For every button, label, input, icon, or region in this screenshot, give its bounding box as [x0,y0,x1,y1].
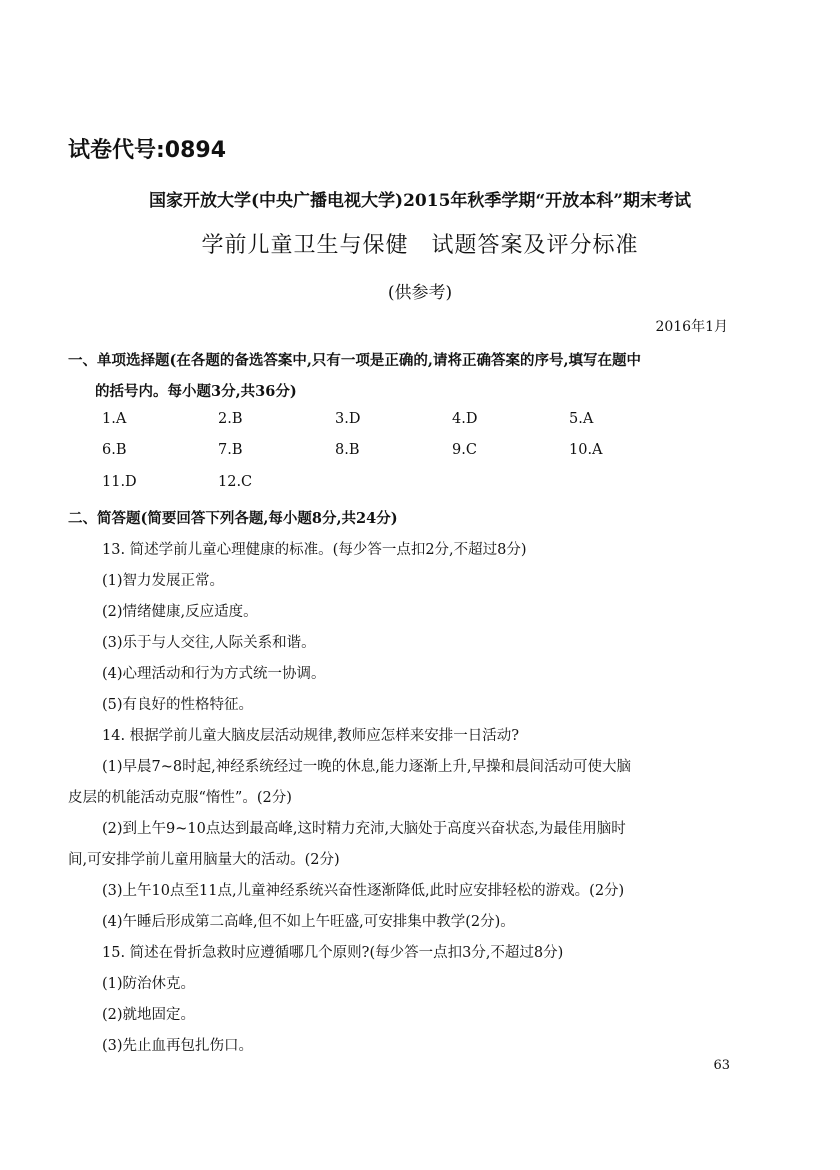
question-13: 13. 简述学前儿童心理健康的标准。(每少答一点扣2分,不超过8分) [102,542,527,558]
q13-point: (2)情绪健康,反应适度。 [102,604,258,620]
university-heading: 国家开放大学(中央广播电视大学)2015年秋季学期“开放本科”期末考试 [149,191,691,211]
answer-item: 3.D [335,411,361,427]
question-15: 15. 简述在骨折急救时应遵循哪几个原则?(每少答一点扣3分,不超过8分) [102,945,564,961]
q14-point: (3)上午10点至11点,儿童神经系统兴奋性逐渐降低,此时应安排轻松的游戏。(2分) [102,883,625,899]
answer-item: 7.B [218,442,243,458]
answer-item: 11.D [102,474,137,490]
q13-point: (4)心理活动和行为方式统一协调。 [102,666,326,682]
answer-item: 1.A [102,411,127,427]
answer-item: 8.B [335,442,360,458]
answer-item: 6.B [102,442,127,458]
section2-heading: 二、简答题(简要回答下列各题,每小题8分,共24分) [68,510,398,527]
section1-heading: 一、单项选择题(在各题的备选答案中,只有一项是正确的,请将正确答案的序号,填写在题中 [68,352,642,369]
page-number: 63 [713,1058,730,1073]
exam-date: 2016年1月 [655,319,728,335]
q15-point: (1)防治休克。 [102,976,196,992]
q14-point-cont: 间,可安排学前儿童用脑量大的活动。(2分) [68,852,340,868]
reference-note: (供参考) [387,283,453,303]
q14-point: (1)早晨7~8时起,神经系统经过一晚的休息,能力逐渐上升,早操和晨间活动可使大脑 [102,759,631,775]
document-title: 学前儿童卫生与保健 试题答案及评分标准 [201,233,639,258]
answer-item: 5.A [569,411,594,427]
q13-point: (5)有良好的性格特征。 [102,697,254,713]
answer-item: 9.C [452,442,477,458]
q14-point: (4)午睡后形成第二高峰,但不如上午旺盛,可安排集中教学(2分)。 [102,914,515,930]
q13-point: (3)乐于与人交往,人际关系和谐。 [102,635,316,651]
q15-point: (2)就地固定。 [102,1007,196,1023]
answer-item: 4.D [452,411,478,427]
exam-code: 试卷代号:0894 [68,138,227,163]
q15-point: (3)先止血再包扎伤口。 [102,1038,254,1054]
answer-item: 10.A [569,442,603,458]
section1-heading-cont: 的括号内。每小题3分,共36分) [95,383,297,400]
question-14: 14. 根据学前儿童大脑皮层活动规律,教师应怎样来安排一日活动? [102,728,520,744]
answer-item: 2.B [218,411,243,427]
answer-item: 12.C [218,474,253,490]
q13-point: (1)智力发展正常。 [102,573,225,589]
q14-point: (2)到上午9~10点达到最高峰,这时精力充沛,大脑处于高度兴奋状态,为最佳用脑时 [102,821,626,837]
q14-point-cont: 皮层的机能活动克服“惰性”。(2分) [68,790,292,806]
